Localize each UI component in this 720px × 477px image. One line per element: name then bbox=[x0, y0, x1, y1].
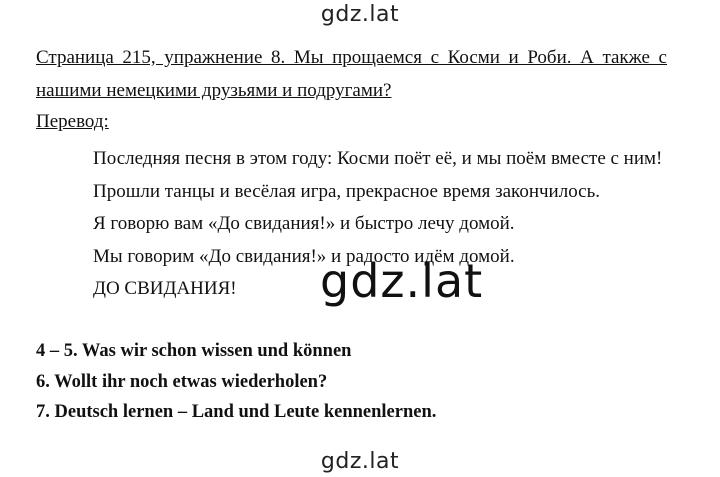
section-list bbox=[36, 336, 436, 428]
section-heading: 7. Deutsch lernen – Land und Leute kennenlernen. bbox=[36, 402, 437, 422]
translation-line: Я говорю вам «До свидания!» и быстро лечу домой. bbox=[93, 213, 515, 234]
exercise-heading: Страница 215, упражнение 8. Мы прощаемся с Косми и Роби. А также с нашими немецкими друзьями и подругами? bbox=[36, 47, 667, 101]
section-heading: 6. Wollt ihr noch etwas wiederholen? bbox=[36, 371, 328, 392]
translation-line: Прошли танцы и весёлая игра, прекрасное время закончилось. bbox=[93, 180, 601, 202]
translation-line: Мы говорим «До свидания!» и радосто идём домой. bbox=[93, 245, 515, 267]
watermark-top: gdz.lat bbox=[320, 2, 400, 27]
watermark-center: gdz.lat bbox=[320, 254, 484, 308]
translation-label: Перевод: bbox=[36, 111, 109, 132]
translation-line: Последняя песня в этом году: Косми поёт её, и мы поём вместе с ним! bbox=[93, 148, 663, 169]
translation-line: ДО СВИДАНИЯ! bbox=[93, 278, 237, 299]
section-heading: 4 – 5. Was wir schon wissen und können bbox=[36, 341, 352, 361]
watermark-bottom: gdz.lat bbox=[320, 449, 400, 474]
